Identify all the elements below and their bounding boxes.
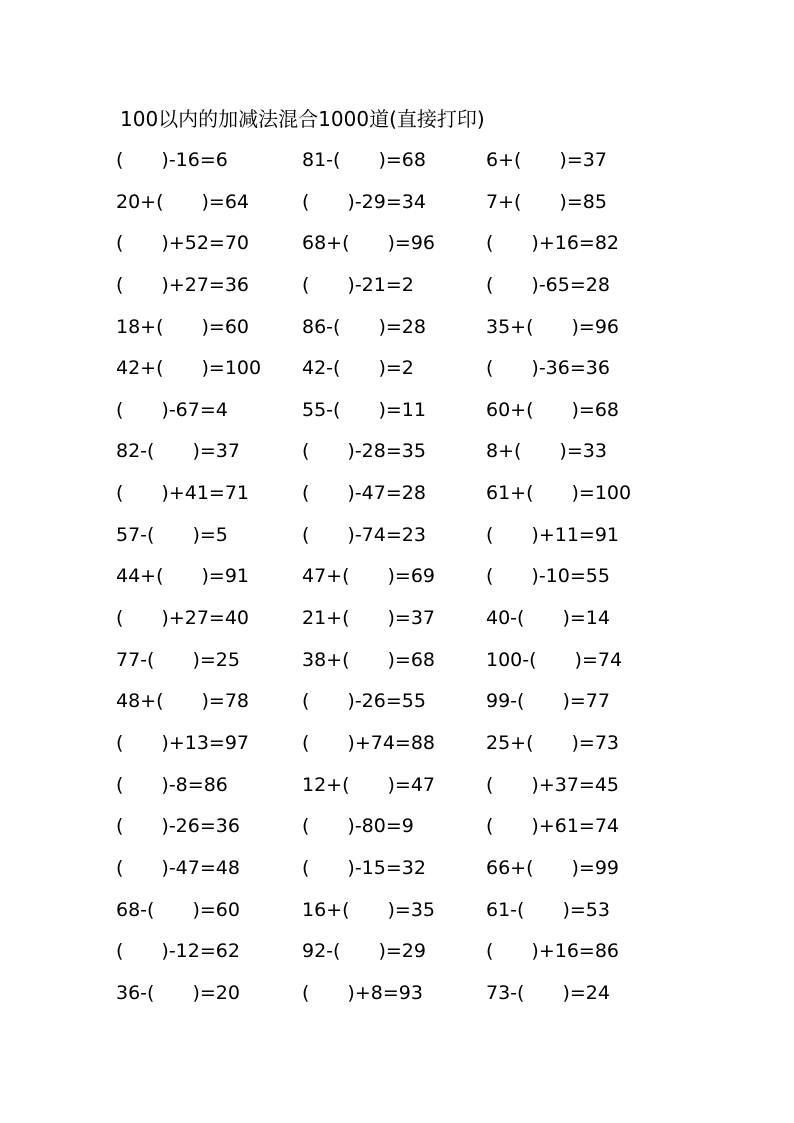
problem-row [116, 892, 660, 934]
problem-row [116, 475, 660, 517]
problem-row [116, 767, 660, 809]
math-problem: ( )+13=97 [116, 731, 250, 754]
problem-row [116, 267, 660, 309]
math-problem: ( )-65=28 [486, 273, 610, 296]
math-problem: 8+( )=33 [486, 440, 607, 463]
math-problem: 86-( )=28 [302, 315, 426, 338]
math-problem: 21+( )=37 [302, 607, 436, 630]
math-problem: ( )-67=4 [116, 398, 228, 421]
math-problem: ( )-80=9 [302, 815, 414, 838]
math-problem: ( )-21=2 [302, 273, 414, 296]
math-problem: 35+( )=96 [486, 315, 620, 338]
math-problem: ( )+11=91 [486, 523, 620, 546]
math-problem: 42+( )=100 [116, 357, 262, 380]
math-problem: 77-( )=25 [116, 648, 240, 671]
math-problem: 12+( )=47 [302, 773, 436, 796]
math-problem: 16+( )=35 [302, 898, 436, 921]
math-problem: ( )-16=6 [116, 149, 228, 171]
math-problem: 40-( )=14 [486, 607, 610, 630]
problem-row [116, 142, 660, 184]
math-problem: 68-( )=60 [116, 898, 240, 921]
math-problem: ( )-36=36 [486, 357, 610, 380]
problem-grid [116, 142, 660, 1016]
problem-row [116, 850, 660, 892]
math-problem: ( )+52=70 [116, 232, 250, 255]
math-problem: 36-( )=20 [116, 981, 240, 1004]
problem-row [116, 975, 660, 1017]
math-problem: 99-( )=77 [486, 690, 610, 713]
math-problem: 60+( )=68 [486, 398, 620, 421]
math-problem: 61-( )=53 [486, 898, 610, 921]
problem-row [116, 683, 660, 725]
math-problem: ( )-10=55 [486, 565, 610, 588]
math-problem: ( )-8=86 [116, 773, 228, 796]
math-problem: 57-( )=5 [116, 523, 228, 546]
problem-row [116, 392, 660, 434]
math-problem: ( )-26=55 [302, 690, 426, 713]
math-problem: ( )+16=86 [486, 940, 620, 963]
math-problem: ( )-12=62 [116, 940, 240, 963]
math-problem: 81-( )=68 [302, 149, 426, 171]
problem-row [116, 309, 660, 351]
math-problem: 82-( )=37 [116, 440, 240, 463]
problem-row [116, 517, 660, 559]
math-problem: 66+( )=99 [486, 856, 620, 879]
math-problem: 38+( )=68 [302, 648, 436, 671]
math-problem: ( )+61=74 [486, 815, 620, 838]
problem-row [116, 558, 660, 600]
math-problem: 73-( )=24 [486, 981, 610, 1004]
math-problem: ( )-47=48 [116, 856, 240, 879]
math-problem: 6+( )=37 [486, 149, 607, 171]
math-problem: 47+( )=69 [302, 565, 436, 588]
page-title: 100以内的加减法混合1000道(直接打印) [120, 107, 485, 131]
math-problem: ( )+74=88 [302, 731, 436, 754]
math-problem: ( )+41=71 [116, 482, 250, 505]
math-problem: 44+( )=91 [116, 565, 250, 588]
math-problem: ( )-47=28 [302, 482, 426, 505]
math-problem: 42-( )=2 [302, 357, 414, 380]
math-problem: 55-( )=11 [302, 398, 426, 421]
math-problem: 18+( )=60 [116, 315, 250, 338]
problem-row [116, 600, 660, 642]
problem-row [116, 725, 660, 767]
math-problem: ( )+27=36 [116, 273, 250, 296]
math-problem: ( )+8=93 [302, 981, 423, 1004]
math-problem: ( )-29=34 [302, 190, 426, 213]
problem-row [116, 225, 660, 267]
math-problem: ( )-15=32 [302, 856, 426, 879]
math-problem: 48+( )=78 [116, 690, 250, 713]
math-problem: 68+( )=96 [302, 232, 436, 255]
problem-row [116, 184, 660, 226]
problem-row [116, 350, 660, 392]
math-problem: ( )-26=36 [116, 815, 240, 838]
problem-row [116, 808, 660, 850]
math-problem: ( )+27=40 [116, 607, 250, 630]
math-problem: 20+( )=64 [116, 190, 250, 213]
math-problem: 92-( )=29 [302, 940, 426, 963]
math-problem: 7+( )=85 [486, 190, 607, 213]
problem-row [116, 433, 660, 475]
math-problem: ( )+37=45 [486, 773, 620, 796]
math-problem: 25+( )=73 [486, 731, 620, 754]
problem-row [116, 642, 660, 684]
problem-row [116, 933, 660, 975]
math-problem: ( )+16=82 [486, 232, 620, 255]
math-problem: ( )-28=35 [302, 440, 426, 463]
math-problem: 100-( )=74 [486, 648, 623, 671]
math-problem: 61+( )=100 [486, 482, 632, 505]
math-problem: ( )-74=23 [302, 523, 426, 546]
